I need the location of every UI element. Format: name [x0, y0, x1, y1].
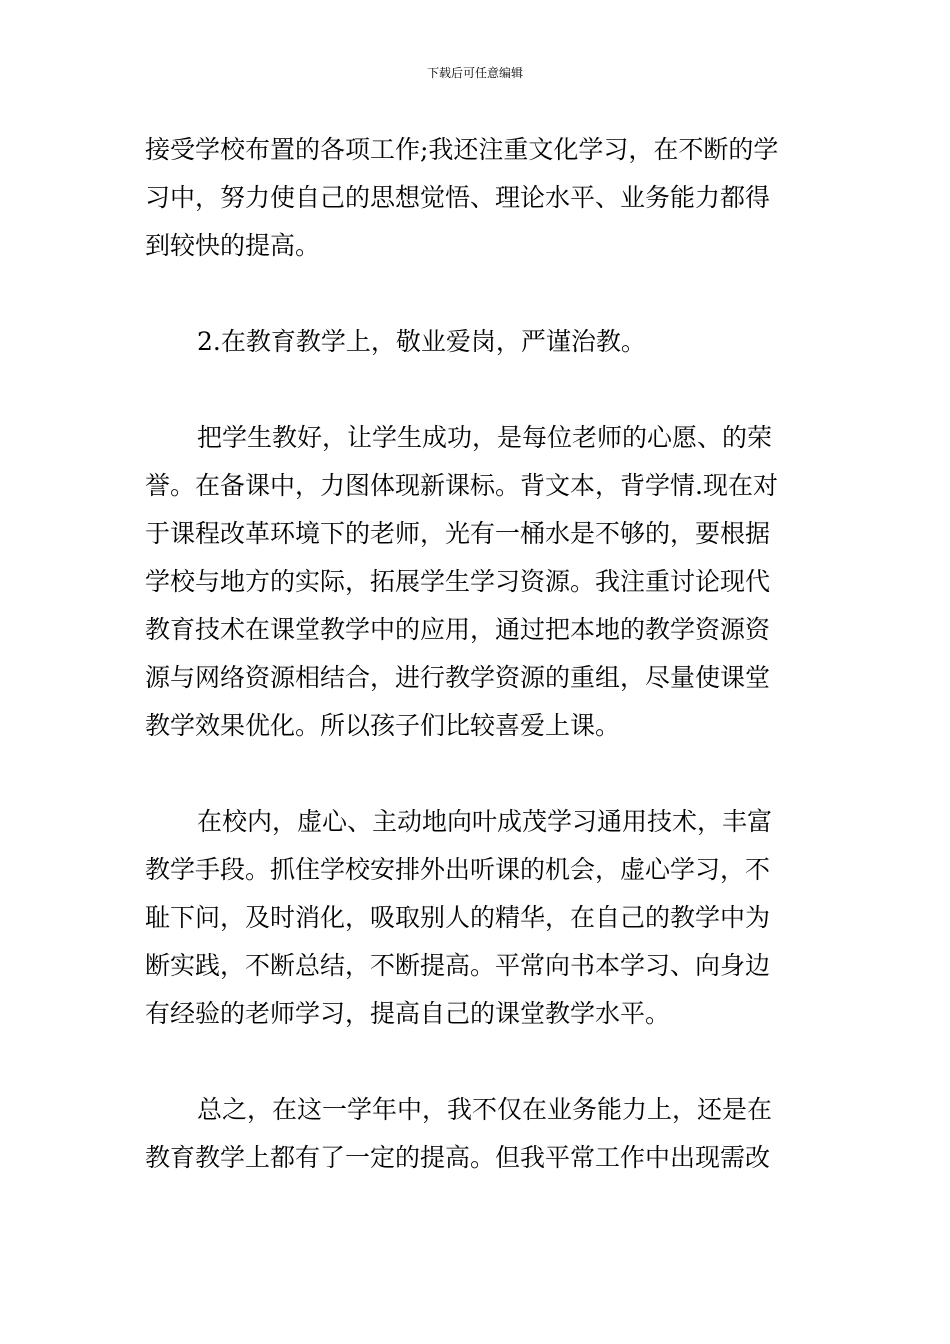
text-line: 教学效果优化。所以孩子们比较喜爱上课。: [145, 711, 621, 740]
text-line: 教学手段。抓住学校安排外出听课的机会，虚心学习，不: [145, 855, 771, 884]
text-line: 教育技术在课堂教学中的应用，通过把本地的教学资源资: [145, 615, 771, 644]
paragraph: [145, 1086, 807, 1182]
text-line: 誉。在备课中，力图体现新课标。背文本，背学情.现在对: [145, 471, 778, 500]
text-line: 源与网络资源相结合，进行教学资源的重组，尽量使课堂: [145, 663, 771, 692]
text-line: 教育教学上都有了一定的提高。但我平常工作中出现需改: [145, 1143, 771, 1172]
text-line: 在校内，虚心、主动地向叶成茂学习通用技术，丰富: [197, 807, 773, 836]
text-line: 于课程改革环境下的老师，光有一桶水是不够的，要根据: [145, 519, 771, 548]
document-body: [145, 126, 807, 1182]
text-line: 习中，努力使自己的思想觉悟、理论水平、业务能力都得: [145, 183, 771, 212]
paragraph: [145, 126, 807, 270]
text-line: 学校与地方的实际，拓展学生学习资源。我注重讨论现代: [145, 567, 771, 596]
text-line: 断实践，不断总结，不断提高。平常向书本学习、向身边: [145, 951, 771, 980]
text-line: 接受学校布置的各项工作;我还注重文化学习，在不断的学: [145, 135, 779, 164]
text-line: 到较快的提高。: [145, 231, 321, 260]
text-line: 2.在教育教学上，敬业爱岗，严谨治教。: [197, 327, 646, 356]
page-header: 下载后可任意编辑: [426, 66, 523, 80]
text-line: 总之，在这一学年中，我不仅在业务能力上，还是在: [197, 1095, 773, 1124]
text-line: 耻下问，及时消化，吸取别人的精华，在自己的教学中为: [145, 903, 771, 932]
paragraph: [145, 798, 807, 1038]
section-heading: [145, 318, 807, 366]
text-line: 有经验的老师学习，提高自己的课堂教学水平。: [145, 999, 671, 1028]
paragraph: [145, 414, 807, 750]
text-line: 把学生教好，让学生成功，是每位老师的心愿、的荣: [197, 423, 773, 452]
